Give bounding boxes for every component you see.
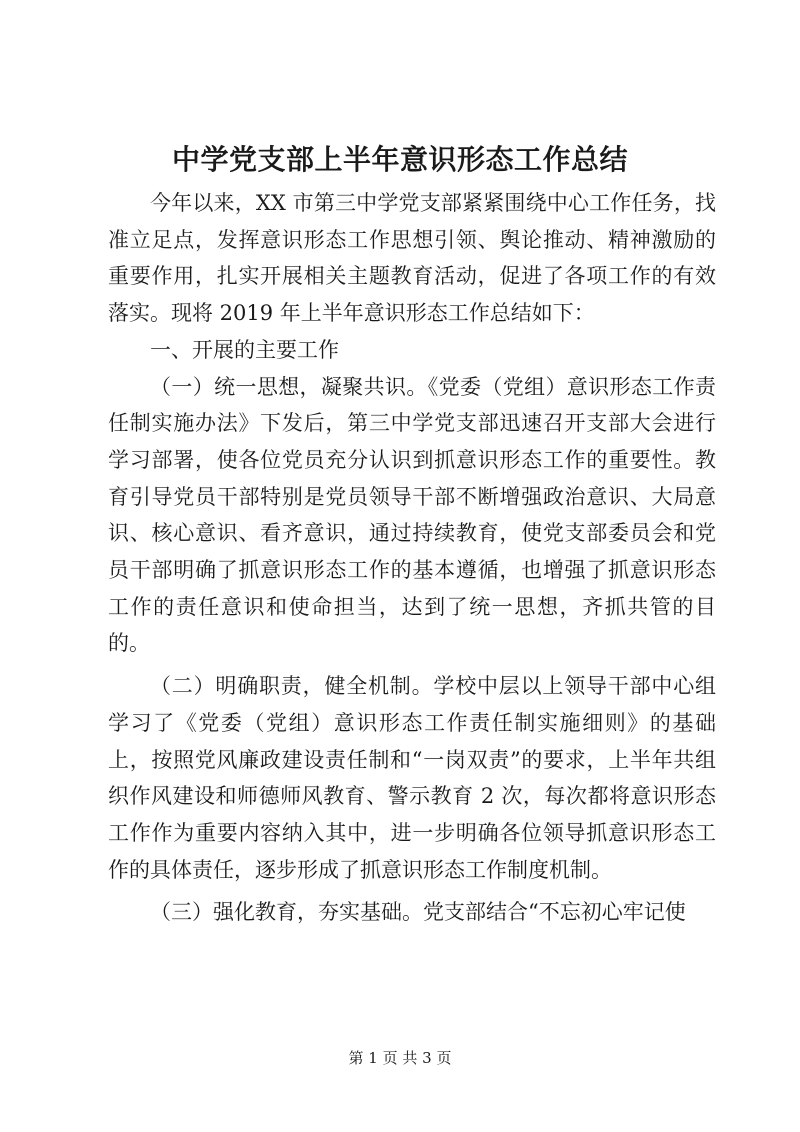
document-body (108, 185, 716, 931)
page-number-footer: 第 1 页 共 3 页 (348, 1049, 452, 1067)
section-2-paragraph: （二）明确职责，健全机制。学校中层以上领导干部中心组学习了《党委（党组）意识形态工作责任制实施细则》的基础上，按照党风廉政建设责任制和“一岗双责”的要求，上半年共组织作风建设和师德师风教育、警示教育 2 次，每次都将意识形态工作作为重要内容纳入其中，进一步明确各位领导抓意识形态工作的具体责任，逐步形成了抓意识形态工作制度机制。 (108, 674, 716, 882)
section-1-paragraph: （一）统一思想，凝聚共识。《党委（党组）意识形态工作责任制实施办法》下发后，第三中学党支部迅速召开支部大会进行学习部署，使各位党员充分认识到抓意识形态工作的重要性。教育引导党员干部特别是党员领导干部不断增强政治意识、大局意识、核心意识、看齐意识，通过持续教育，使党支部委员会和党员干部明确了抓意识形态工作的基本遵循，也增强了抓意识形态工作的责任意识和使命担当，达到了统一思想，齐抓共管的目的。 (108, 374, 716, 656)
document-title: 中学党支部上半年意识形态工作总结 (171, 143, 628, 176)
section-heading: 一、开展的主要工作 (150, 337, 339, 362)
section-3-paragraph: （三）强化教育，夯实基础。党支部结合“不忘初心牢记使 (150, 900, 686, 925)
intro-paragraph: 今年以来，XX 市第三中学党支部紧紧围绕中心工作任务，找准立足点，发挥意识形态工作思想引领、舆论推动、精神激励的重要作用，扎实开展相关主题教育活动，促进了各项工作的有效落实。现将 2019 年上半年意识形态工作总结如下： (108, 191, 716, 326)
